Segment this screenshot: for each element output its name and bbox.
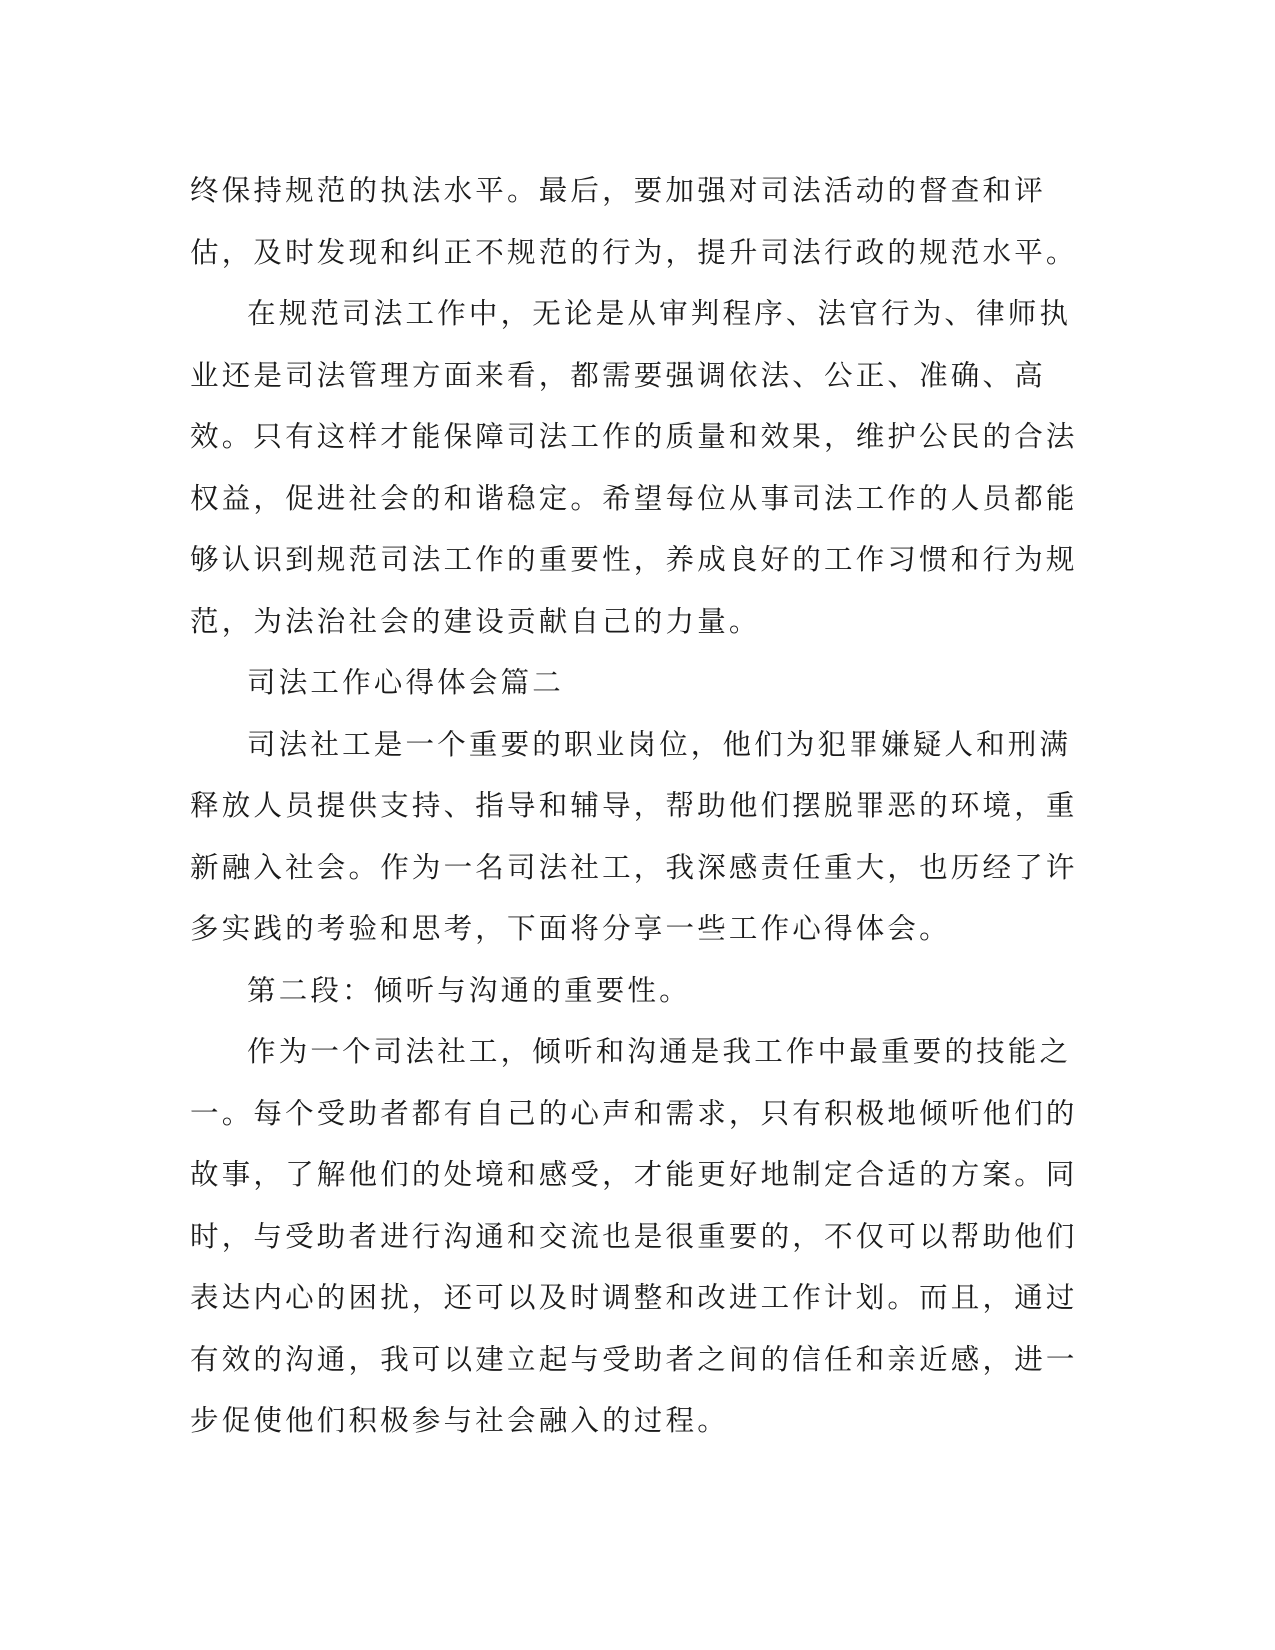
section-heading-part-two: 司法工作心得体会篇二 [247,666,565,699]
paragraph-listening-communication: 作为一个司法社工，倾听和沟通是我工作中最重要的技能之一。每个受助者都有自己的心声和需求，只有积极地倾听他们的故事，了解他们的处境和感受，才能更好地制定合适的方案。同时，与受助者进行沟通和交流也是很重要的，不仅可以帮助他们表达内心的困扰，还可以及时调整和改进工作计划。而且，通过有效的沟通，我可以建立起与受助者之间的信任和亲近感，进一步促使他们积极参与社会融入的过程。 [190,1035,1078,1437]
subheading-listening: 第二段：倾听与沟通的重要性。 [247,973,691,1007]
paragraph-continuation: 终保持规范的执法水平。最后，要加强对司法活动的督查和评估，及时发现和纠正不规范的行为，提升司法行政的规范水平。 [190,174,1078,269]
document-body [190,160,1080,1452]
paragraph-social-work-intro: 司法社工是一个重要的职业岗位，他们为犯罪嫌疑人和刑满释放人员提供支持、指导和辅导，帮助他们摆脱罪恶的环境，重新融入社会。作为一名司法社工，我深感责任重大，也历经了许多实践的考验和思考，下面将分享一些工作心得体会。 [190,727,1078,945]
paragraph-judicial-standards: 在规范司法工作中，无论是从审判程序、法官行为、律师执业还是司法管理方面来看，都需要强调依法、公正、准确、高效。只有这样才能保障司法工作的质量和效果，维护公民的合法权益，促进社会的和谐稳定。希望每位从事司法工作的人员都能够认识到规范司法工作的重要性，养成良好的工作习惯和行为规范，为法治社会的建设贡献自己的力量。 [190,297,1078,638]
